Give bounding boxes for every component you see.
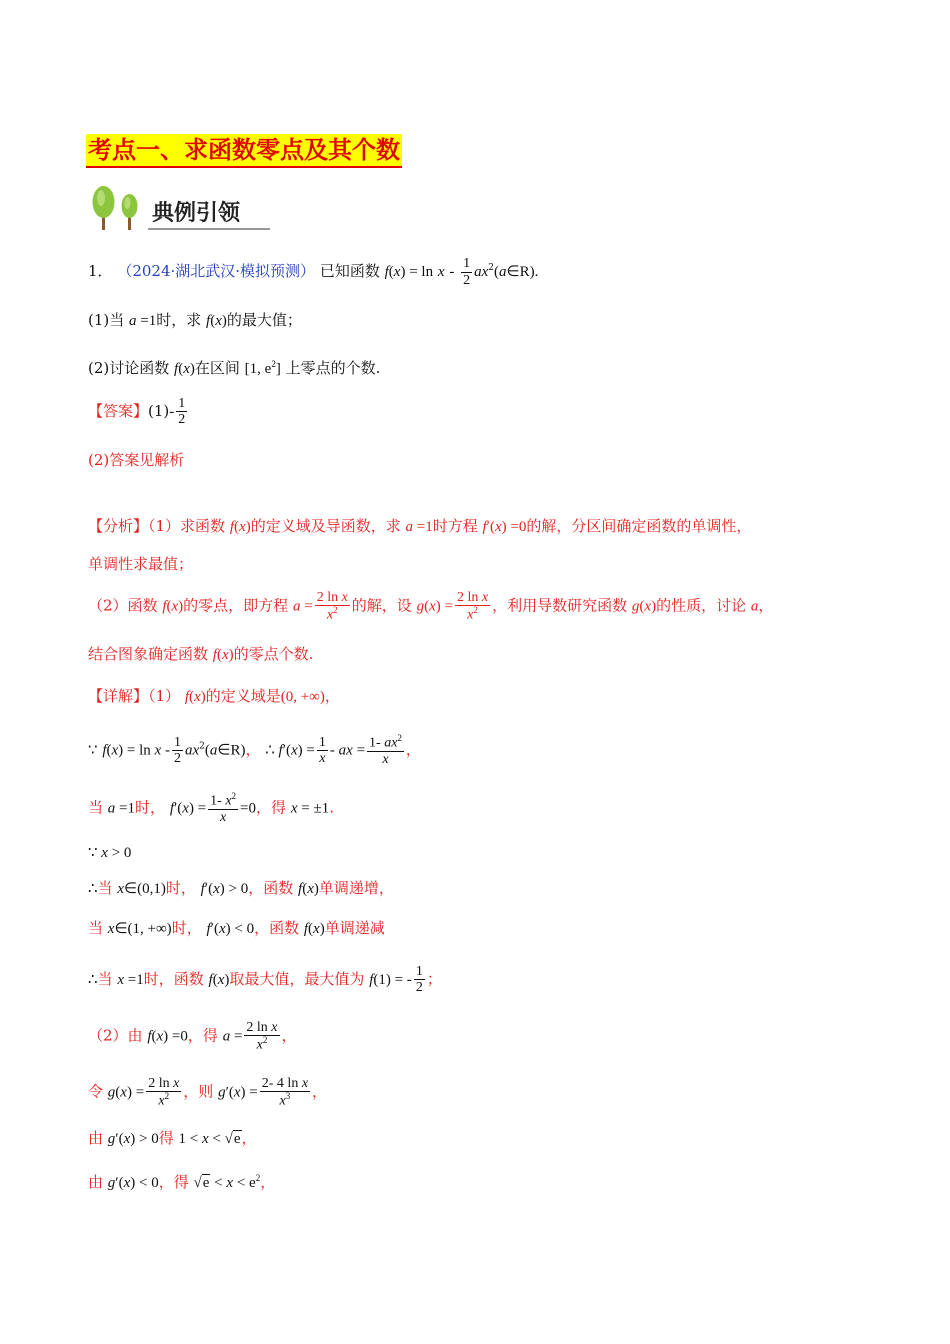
- section-heading: 考点一、求函数零点及其个数: [86, 134, 402, 168]
- detail-line-1: 【详解】（1） f(x)的定义域是(0, +∞)，: [88, 687, 340, 705]
- question-number: 1．: [88, 262, 113, 280]
- detail-line-7: ∴当 x =1时，函数 f(x)取最大值，最大值为 f(1) = - $\frac{1}{2}$ ；: [88, 964, 442, 996]
- detail-line-10: 由 g′(x) > 0得 1 < x < √e，: [88, 1129, 257, 1147]
- detail-line-6: 当 x∈(1, +∞)时， f′(x) < 0，函数 f(x)单调递减: [88, 919, 385, 937]
- detail-line-8: （2）由 f(x) =0，得 a = $\frac{\text{2 ln x}}{x^2}$ ，: [88, 1020, 297, 1054]
- question-intro: 已知函数: [319, 262, 380, 280]
- detail-line-11: 由 g′(x) < 0，得 $√e < x < e^2$，: [88, 1173, 276, 1191]
- banner-underline: [148, 228, 270, 230]
- question-line: 1． （2024·湖北武汉·模拟预测） 已知函数 f(x) = ln x - $\frac{1}{2}$ $ax^2(a\in R)$.: [88, 256, 539, 288]
- detail-line-5: ∴当 x∈(0,1)时， f′(x) > 0，函数 f(x)单调递增，: [88, 879, 394, 897]
- example-banner: [88, 184, 270, 232]
- detail-line-3: 当 a =1时， f′(x) = $\frac{1- x^2}{x}$ =0，得 x = ±1.: [88, 791, 334, 826]
- question-part2: (2)讨论函数 f(x)在区间 [1, $e^2$] 上零点的个数.: [88, 359, 381, 377]
- detail-line-2: ∵ f(x) = ln x - $\frac{1}{2}$ $ax^2(a\in R)$， ∴ f′(x) = $\frac{1}{x}$ - ax = $\frac{1- ax^2}{x}$ ，: [88, 733, 421, 768]
- analysis-line-4: 结合图象确定函数 f(x)的零点个数.: [88, 645, 314, 663]
- tree-icon: [88, 184, 148, 232]
- analysis-line-1: 【分析】（1）求函数 f(x)的定义域及导函数，求 a =1时方程 f′(x) =0的解，分区间确定函数的单调性，: [88, 517, 752, 535]
- question-source: （2024·湖北武汉·模拟预测）: [117, 262, 316, 280]
- function-definition: f: [384, 264, 389, 280]
- detail-line-4: ∵ x > 0: [88, 845, 132, 861]
- banner-label: 典例引领: [152, 201, 241, 226]
- detail-line-9: 令 g(x) = $\frac{\text{2 ln x}}{x^2}$ ，则 g′(x) = $\frac{\text{2- 4 ln x}}{x^3}$ ，: [88, 1076, 328, 1110]
- analysis-label: 【分析】: [88, 517, 149, 535]
- analysis-line-3: （2）函数 f(x)的零点，即方程 a = $\frac{\text{2 ln x}}{x^2}$ 的解，设 g(x) = $\frac{\text{2 ln x}}{x^2}$ ，利用导数研究函数 g(x)的性质，讨论 a，: [88, 590, 774, 624]
- question-part1: (1)当 a =1时，求 f(x)的最大值；: [88, 311, 302, 329]
- answer-line: 【答案】(1)- $\frac{1}{2}$: [88, 396, 186, 428]
- answer-label: 【答案】: [88, 401, 149, 420]
- analysis-line-2: 单调性求最值；: [88, 555, 194, 573]
- answer-part2: (2)答案见解析: [88, 451, 185, 469]
- detail-label: 【详解】: [88, 687, 149, 705]
